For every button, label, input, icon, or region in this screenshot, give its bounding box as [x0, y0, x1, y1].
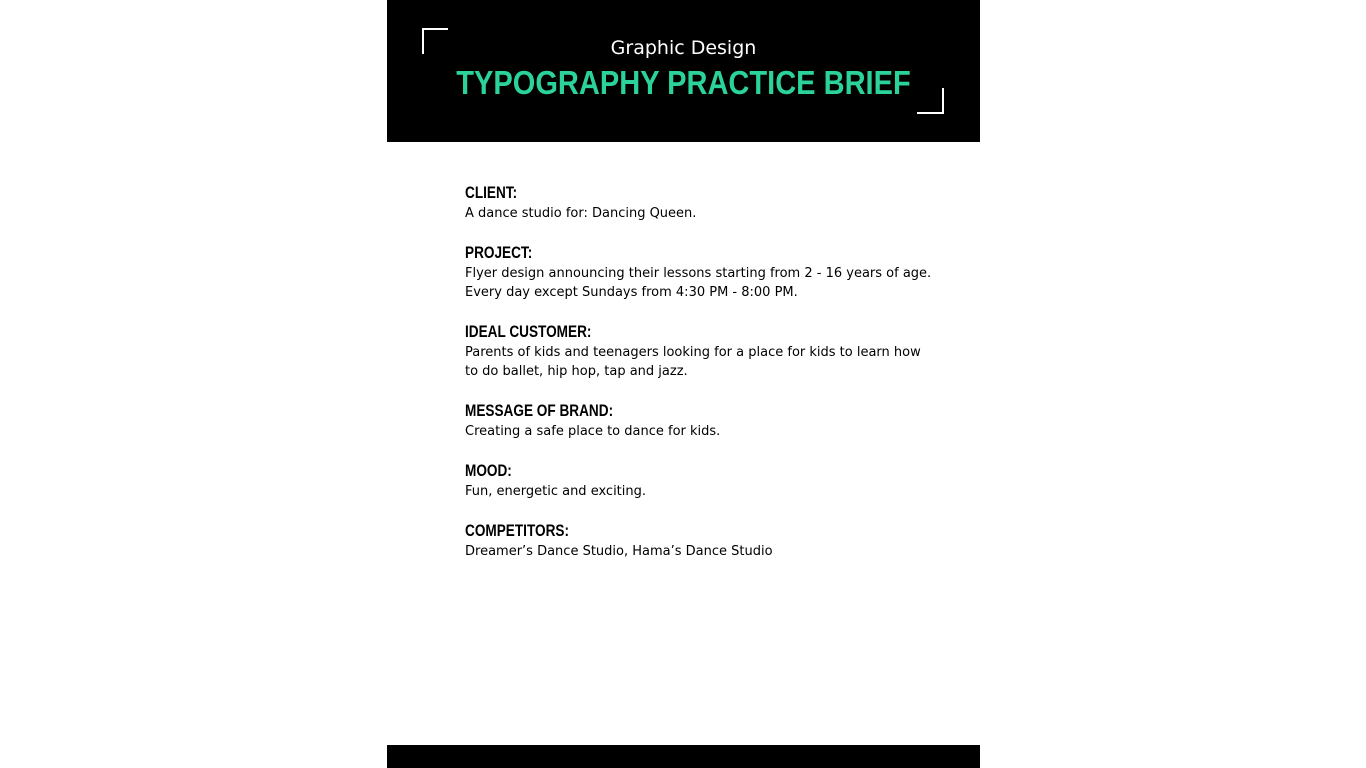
section-client [465, 182, 945, 223]
section-text: Parents of kids and teenagers looking for a place for kids to learn how [465, 345, 921, 360]
section-text: A dance studio for: Dancing Queen. [465, 206, 697, 221]
section-message-of-brand [465, 400, 945, 441]
section-ideal-customer [465, 321, 945, 381]
corner-bracket-bottom-right [917, 88, 944, 114]
section-text: Every day except Sundays from 4:30 PM - 8:00 PM. [465, 285, 798, 300]
section-text: Dreamer’s Dance Studio, Hama’s Dance Studio [465, 544, 773, 559]
section-project [465, 242, 945, 302]
section-label: IDEAL CUSTOMER: [465, 322, 592, 341]
section-mood [465, 460, 945, 501]
section-label: MESSAGE OF BRAND: [465, 401, 614, 420]
section-text: Creating a safe place to dance for kids. [465, 424, 721, 439]
section-text: Fun, energetic and exciting. [465, 484, 647, 499]
section-label: CLIENT: [465, 183, 518, 202]
document-page [387, 0, 980, 768]
section-text: to do ballet, hip hop, tap and jazz. [465, 364, 688, 379]
header-banner [387, 0, 980, 142]
document-subtitle: Graphic Design [610, 37, 757, 59]
section-label: PROJECT: [465, 243, 533, 262]
section-competitors [465, 520, 945, 561]
brief-content [465, 182, 945, 580]
section-text: Flyer design announcing their lessons starting from 2 - 16 years of age. [465, 266, 932, 281]
footer-bar [387, 745, 980, 768]
section-label: MOOD: [465, 461, 512, 480]
section-label: COMPETITORS: [465, 521, 570, 540]
document-title: TYPOGRAPHY PRACTICE BRIEF [456, 64, 911, 101]
